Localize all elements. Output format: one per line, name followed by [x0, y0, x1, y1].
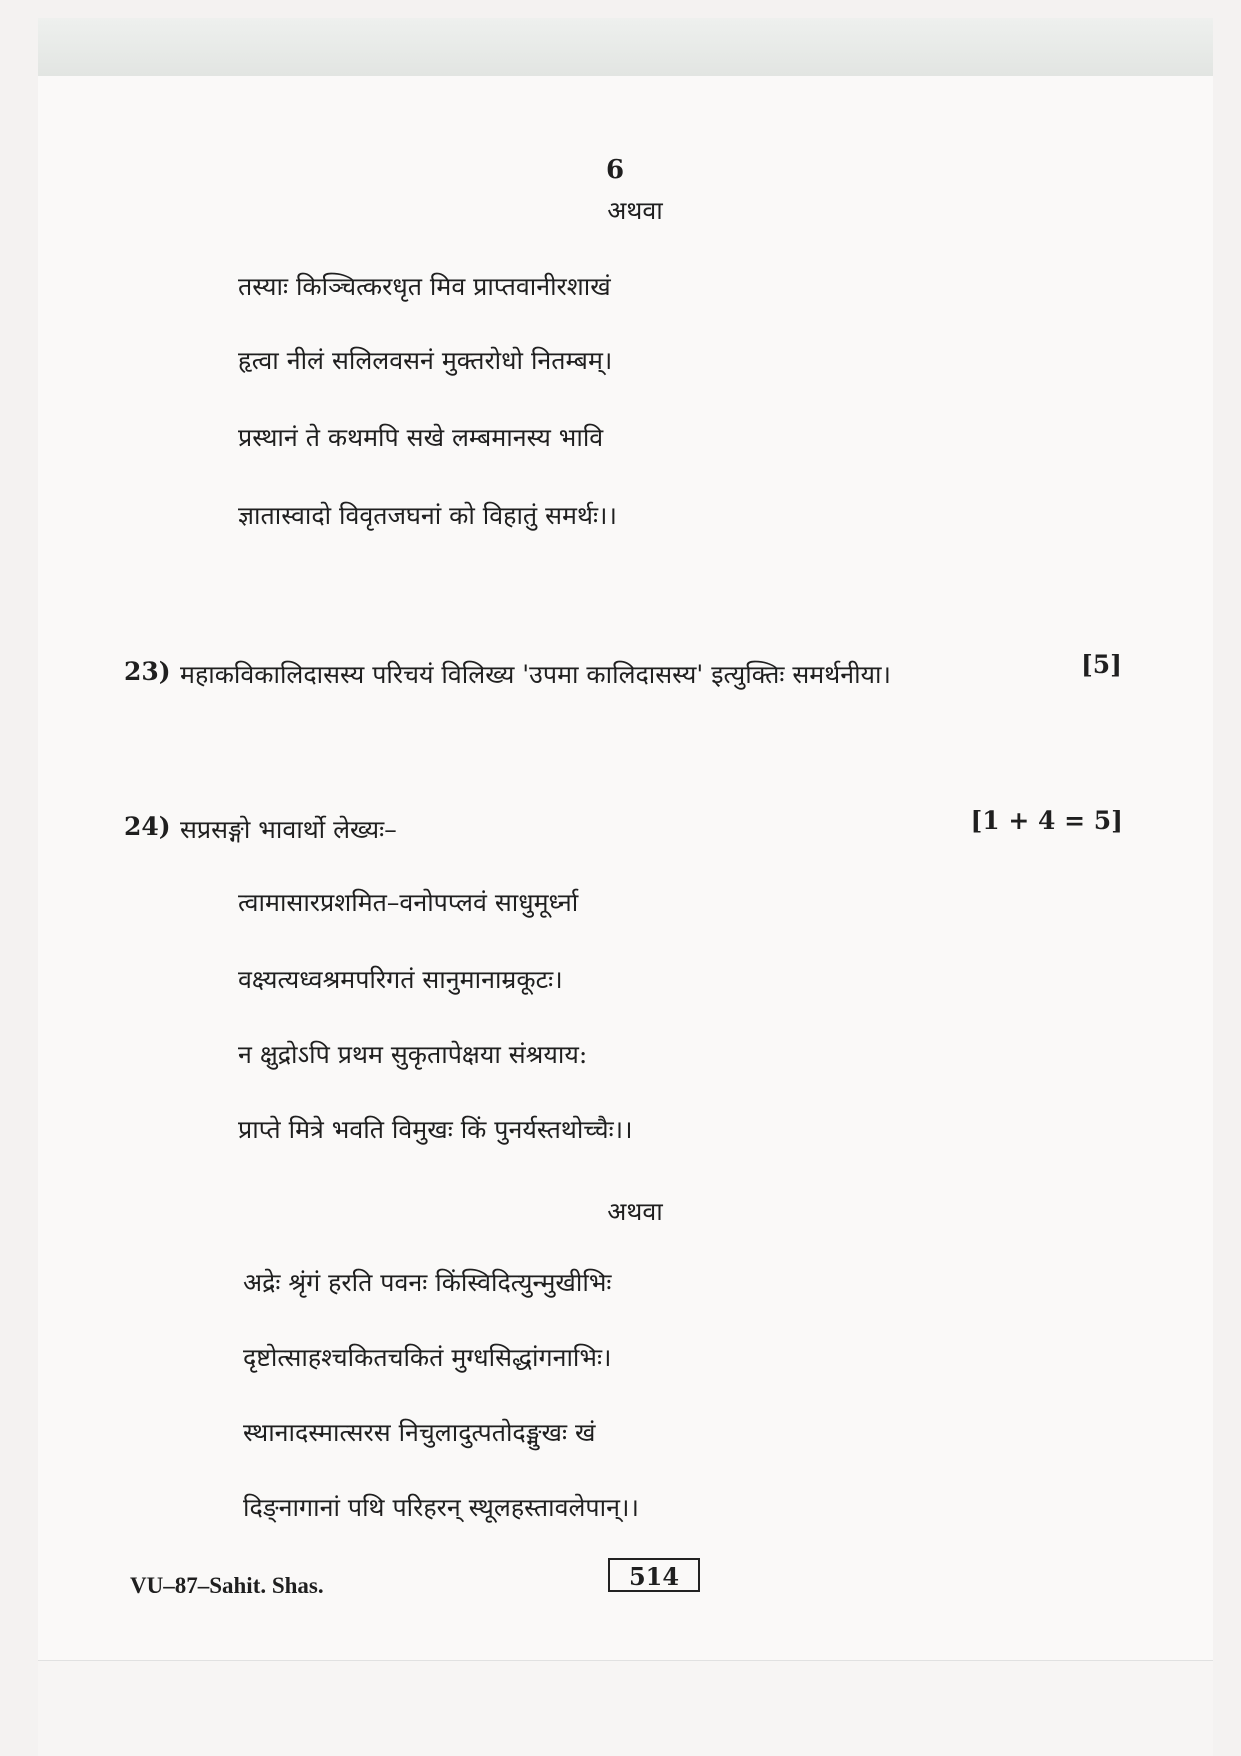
verse-line: हृत्वा नीलं सलिलवसनं मुक्तरोधो नितम्बम्। — [238, 346, 613, 375]
page-number: 6 — [605, 155, 625, 185]
verse-line: न क्षुद्रोऽपि प्रथम सुकृतापेक्षया संश्रयाय: — [238, 1040, 588, 1069]
question-number-24: 24) — [124, 812, 171, 841]
verse-line: तस्याः किञ्चित्करधृत मिव प्राप्तवानीरशाखं — [238, 272, 611, 301]
athava-connector-2: अथवा — [607, 1197, 663, 1226]
marks-24: [1 + 4 = 5] — [970, 806, 1123, 835]
scan-top-strip — [38, 18, 1213, 77]
verse-line: दृष्टोत्साहश्चकितचकितं मुग्धसिद्धांगनाभिः। — [243, 1343, 612, 1372]
verse-line: स्थानादस्मात्सरस निचुलादुत्पतोदङ्मुखः खं — [243, 1418, 596, 1447]
athava-connector-1: अथवा — [607, 196, 663, 225]
question-text-24: सप्रसङ्गो भावार्थो लेख्यः– — [180, 815, 397, 844]
verse-line: त्वामासारप्रशमित–वनोपप्लवं साधुमूर्ध्ना — [238, 888, 579, 917]
scan-bottom-strip — [38, 1660, 1213, 1756]
verse-line: दिङ्नागानां पथि परिहरन् स्थूलहस्तावलेपान्।। — [243, 1493, 639, 1522]
question-text-23: महाकविकालिदासस्य परिचयं विलिख्य 'उपमा कालिदासस्य' इत्युक्तिः समर्थनीया। — [180, 660, 892, 689]
verse-line: वक्ष्यत्यध्वश्रमपरिगतं सानुमानाम्रकूटः। — [238, 965, 563, 994]
verse-line: प्राप्ते मित्रे भवति विमुखः किं पुनर्यस्तथोच्चैः।। — [238, 1115, 633, 1144]
footer-code: VU–87–Sahit. Shas. — [130, 1573, 324, 1598]
document-page — [38, 76, 1213, 1660]
verse-line: अद्रेः श्रृंगं हरति पवनः किंस्विदित्युन्मुखीभिः — [243, 1268, 612, 1297]
question-number-23: 23) — [124, 657, 171, 686]
verse-line: ज्ञातास्वादो विवृतजघनां को विहातुं समर्थः।। — [238, 501, 617, 530]
marks-23: [5] — [1080, 650, 1122, 679]
page-box: 514 — [608, 1558, 700, 1592]
verse-line: प्रस्थानं ते कथमपि सखे लम्बमानस्य भावि — [238, 423, 604, 452]
